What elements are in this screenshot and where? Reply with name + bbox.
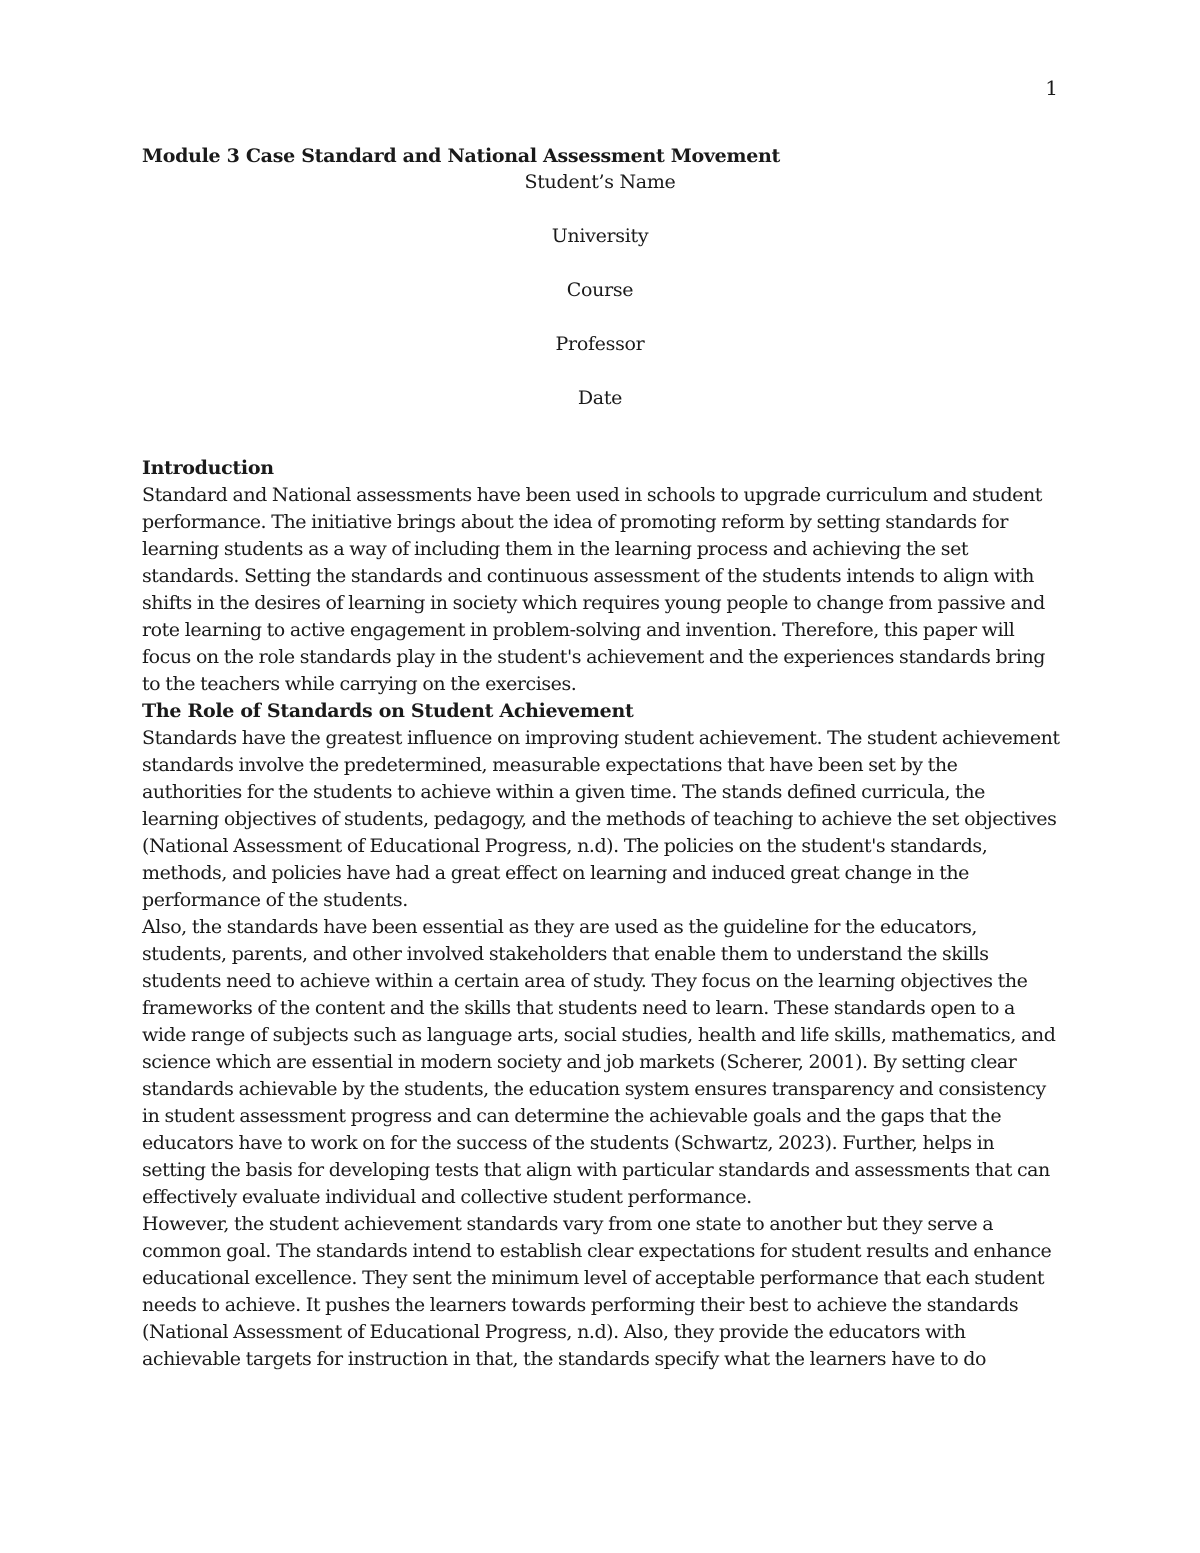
document-title: Module 3 Case Standard and National Assessment Movement — [142, 145, 780, 167]
introduction-heading: Introduction — [142, 457, 274, 479]
course: Course — [566, 279, 634, 301]
student-name: Student’s Name — [524, 171, 676, 193]
role-paragraph-1: Standards have the greatest influence on improving student achievement. The student achievement standards involve the predetermined, measurable expectations that have been set by the authorities for the students to achieve within a given time. The stands defined curricula, the learning objectives of students, pedagogy, and the methods of teaching to achieve the set objectives (National Assessment of Educational Progress, n.d). The policies on the student's standards, methods, and policies have had a great effect on learning and induced great change in the performance of the students. — [142, 727, 1060, 911]
professor: Professor — [555, 333, 645, 355]
role-paragraph-3: However, the student achievement standards vary from one state to another but they serve a common goal. The standards intend to establish clear expectations for student results and enhance educational excellence. They sent the minimum level of acceptable performance that each student needs to achieve. It pushes the learners towards performing their best to achieve the standards (National Assessment of Educational Progress, n.d). Also, they provide the educators with achievable targets for instruction in that, the standards specify what the learners have to do — [142, 1213, 1052, 1370]
date: Date — [577, 387, 623, 409]
introduction-paragraph: Standard and National assessments have been used in schools to upgrade curriculum and student performance. The initiative brings about the idea of promoting reform by setting standards for learning students as a way of including them in the learning process and achieving the set standards. Setting the standards and continuous assessment of the students intends to align with shifts in the desires of learning in society which requires young people to change from passive and rote learning to active engagement in problem-solving and invention. Therefore, this paper will focus on the role standards play in the student's achievement and the experiences standards bring to the teachers while carrying on the exercises. — [142, 484, 1045, 695]
university: University — [551, 225, 649, 247]
document-body — [142, 143, 1062, 1373]
role-of-standards-heading: The Role of Standards on Student Achievement — [142, 700, 634, 722]
role-paragraph-2: Also, the standards have been essential as they are used as the guideline for the educators, students, parents, and other involved stakeholders that enable them to understand the skills students need to achieve within a certain area of study. They focus on the learning objectives the frameworks of the content and the skills that students need to learn. These standards open to a wide range of subjects such as language arts, social studies, health and life skills, mathematics, and science which are essential in modern society and job markets (Scherer, 2001). By setting clear standards achievable by the students, the education system ensures transparency and consistency in student assessment progress and can determine the achievable goals and the gaps that the educators have to work on for the success of the students (Schwartz, 2023). Further, helps in setting the basis for developing tests that align with particular standards and assessments that can effectively evaluate individual and collective student performance. — [142, 916, 1056, 1208]
page-number: 1 — [1045, 76, 1058, 100]
title-page-meta — [142, 169, 1058, 411]
